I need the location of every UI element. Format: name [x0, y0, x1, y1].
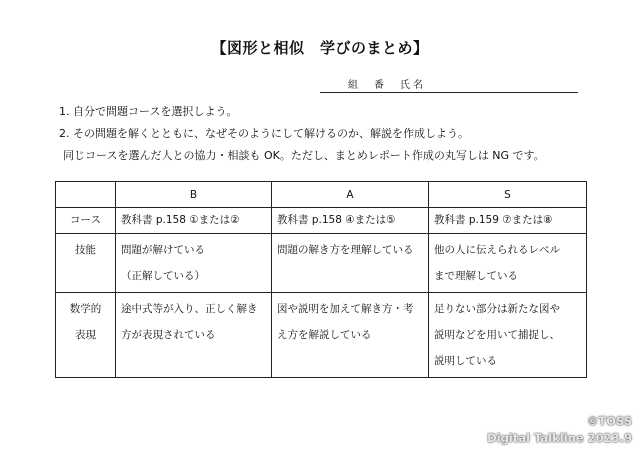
- cell-expression-a: 図や説明を加えて解き方・考 え方を解説している: [272, 293, 429, 378]
- header-s: S: [429, 182, 587, 208]
- document-title: 【図形と相似 学びのまとめ】: [211, 39, 429, 57]
- row-label-course: コース: [56, 208, 116, 234]
- cell-skill-s: 他の人に伝えられるレベル まで理解している: [429, 234, 587, 293]
- table-row: [56, 208, 587, 234]
- instruction-2: 2. その問題を解くとともに、なぜそのようにして解けるのか、解説を作成しよう。: [59, 127, 469, 140]
- table-header-row: [56, 182, 587, 208]
- cell-course-b: 教科書 p.158 ①または②: [116, 208, 272, 234]
- credit-text: Digital Talkline 2023.9: [487, 431, 632, 445]
- header-blank: [56, 182, 116, 208]
- instruction-note: 同じコースを選んだ人との協力・相談も OK。ただし、まとめレポート作成の丸写しは NG です。: [63, 149, 545, 162]
- cell-expression-b: 途中式等が入り、正しく解き 方が表現されている: [116, 293, 272, 378]
- instructions: [59, 101, 545, 167]
- cell-course-s: 教科書 p.159 ⑦または⑧: [429, 208, 587, 234]
- instruction-1: 1. 自分で問題コースを選択しよう。: [59, 105, 238, 118]
- watermark: [487, 413, 632, 447]
- name-field[interactable]: [320, 76, 578, 93]
- name-field-label: 組 番 氏名: [348, 80, 426, 91]
- table-row: [56, 234, 587, 293]
- header-b: B: [116, 182, 272, 208]
- copyright-text: ©TOSS: [586, 414, 632, 428]
- cell-skill-a: 問題の解き方を理解している: [272, 234, 429, 293]
- cell-skill-b: 問題が解けている （正解している）: [116, 234, 272, 293]
- cell-expression-s: 足りない部分は新たな図や 説明などを用いて捕捉し、 説明している: [429, 293, 587, 378]
- row-label-skill: 技能: [56, 234, 116, 293]
- table-row: [56, 293, 587, 378]
- row-label-expression: 数学的 表現: [56, 293, 116, 378]
- rubric-table: [55, 181, 587, 378]
- header-a: A: [272, 182, 429, 208]
- cell-course-a: 教科書 p.158 ④または⑤: [272, 208, 429, 234]
